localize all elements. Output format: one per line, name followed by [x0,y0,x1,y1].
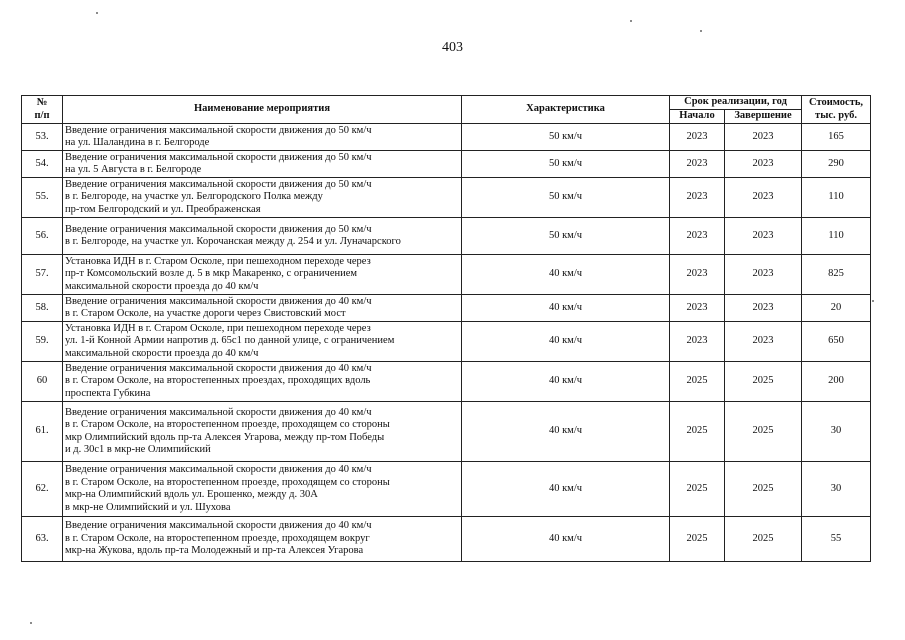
end-year-cell: 2023 [725,255,802,295]
scan-speck [630,20,632,22]
row-number: 62. [22,462,63,517]
row-number: 59. [22,322,63,362]
start-year-cell: 2023 [670,322,725,362]
characteristic-cell: 40 км/ч [462,462,670,517]
scan-speck [30,622,32,624]
characteristic-cell: 50 км/ч [462,124,670,151]
table-row [22,255,871,295]
table-row [22,218,871,255]
table-body [22,124,871,562]
measure-name-line: Введение ограничения максимальной скорости движения до 50 км/ч [65,151,372,163]
table-row [22,124,871,151]
measure-name-line: Введение ограничения максимальной скорости движения до 40 км/ч [65,520,372,532]
measure-name-line: Установка ИДН в г. Старом Осколе, при пешеходном переходе через [65,255,371,267]
end-year-cell: 2025 [725,462,802,517]
characteristic-cell: 40 км/ч [462,402,670,462]
measure-name [63,255,462,295]
header-name: Наименование мероприятия [63,96,462,124]
measure-name-line: пр-т Комсомольский возле д. 5 в мкр Макаренко, с ограничением [65,268,358,280]
measure-name [63,218,462,255]
measure-name-line: максимальной скорости проезда до 40 км/ч [65,347,259,359]
header-characteristic: Характеристика [462,96,670,124]
end-year-cell: 2023 [725,218,802,255]
start-year-cell: 2025 [670,402,725,462]
row-number: 55. [22,178,63,218]
measure-name [63,362,462,402]
cost-cell: 110 [802,218,871,255]
start-year-cell: 2023 [670,218,725,255]
row-number: 63. [22,517,63,562]
measure-name-line: мкр-на Олимпийский вдоль ул. Ерошенко, между д. 30А [65,489,318,500]
start-year-cell: 2025 [670,517,725,562]
row-number: 60 [22,362,63,402]
row-number: 58. [22,295,63,322]
measure-name-line: Установка ИДН в г. Старом Осколе, при пешеходном переходе через [65,322,371,334]
start-year-cell: 2023 [670,178,725,218]
measure-name-line: Введение ограничения максимальной скорости движения до 40 км/ч [65,362,372,374]
measure-name-line: в мкр-не Олимпийский и ул. Шухова [65,501,231,513]
characteristic-cell: 40 км/ч [462,295,670,322]
end-year-cell: 2023 [725,178,802,218]
table-row [22,517,871,562]
header-end: Завершение [725,110,802,124]
measure-name-line: и д. 30с1 в мкр-не Олимпийский [65,444,211,455]
measure-name-line: в г. Старом Осколе, на второстепенном проезде, проходящем со стороны [65,419,390,430]
start-year-cell: 2023 [670,295,725,322]
cost-cell: 290 [802,151,871,178]
measure-name [63,151,462,178]
measure-name-line: ул. 1-й Конной Армии напротив д. 65с1 по данной улице, с ограничением [65,335,395,347]
measure-name [63,322,462,362]
characteristic-cell: 40 км/ч [462,517,670,562]
table-row [22,295,871,322]
measure-name [63,517,462,562]
measure-name [63,462,462,517]
cost-cell: 650 [802,322,871,362]
end-year-cell: 2025 [725,402,802,462]
characteristic-cell: 40 км/ч [462,255,670,295]
header-start: Начало [670,110,725,124]
measure-name-line: в г. Белгороде, на участке ул. Белгородского Полка между [65,191,323,203]
table-header [22,96,871,124]
measure-name-line: в г. Старом Осколе, на второстепенных проездах, проходящих вдоль [65,375,371,387]
characteristic-cell: 50 км/ч [462,218,670,255]
characteristic-cell: 50 км/ч [462,178,670,218]
cost-cell: 55 [802,517,871,562]
row-number: 53. [22,124,63,151]
cost-cell: 200 [802,362,871,402]
start-year-cell: 2023 [670,255,725,295]
measure-name-line: на ул. Шаландина в г. Белгороде [65,137,210,148]
cost-cell: 30 [802,402,871,462]
end-year-cell: 2025 [725,517,802,562]
measure-name-line: в г. Старом Осколе, на второстепенном проезде, проходящем со стороны [65,476,390,488]
measure-name-line: в г. Старом Осколе, на участке дороги через Свистовский мост [65,308,346,319]
cost-cell: 20 [802,295,871,322]
header-num-line1: № [36,97,48,108]
characteristic-cell: 40 км/ч [462,322,670,362]
header-num-line2: п/п [34,109,50,121]
measure-name-line: Введение ограничения максимальной скорости движения до 40 км/ч [65,295,372,307]
row-number: 54. [22,151,63,178]
measure-name-line: Введение ограничения максимальной скорости движения до 50 км/ч [65,178,372,190]
cost-cell: 30 [802,462,871,517]
header-num [22,96,63,124]
start-year-cell: 2025 [670,362,725,402]
measure-name-line: мкр-на Жукова, вдоль пр-та Молодежный и пр-та Алексея Угарова [65,545,364,557]
table-row [22,178,871,218]
characteristic-cell: 40 км/ч [462,362,670,402]
cost-cell: 110 [802,178,871,218]
characteristic-cell: 50 км/ч [462,151,670,178]
measure-name-line: максимальной скорости проезда до 40 км/ч [65,280,259,292]
measure-name-line: Введение ограничения максимальной скорости движения до 40 км/ч [65,406,372,418]
scan-speck [96,12,98,14]
measure-name-line: в г. Белгороде, на участке ул. Корочанская между д. 254 и ул. Луначарского [65,236,401,247]
table-row [22,402,871,462]
end-year-cell: 2025 [725,362,802,402]
end-year-cell: 2023 [725,295,802,322]
measure-name [63,178,462,218]
measure-name-line: на ул. 5 Августа в г. Белгороде [65,164,202,175]
measure-name [63,402,462,462]
measures-table [21,95,871,562]
scan-speck [872,300,874,302]
measure-name-line: в г. Старом Осколе, на второстепенном проезде, проходящем вокруг [65,532,370,544]
end-year-cell: 2023 [725,151,802,178]
start-year-cell: 2025 [670,462,725,517]
measure-name-line: Введение ограничения максимальной скорости движения до 50 км/ч [65,223,372,235]
measure-name-line: проспекта Губкина [65,387,151,399]
end-year-cell: 2023 [725,322,802,362]
table-row [22,151,871,178]
header-period: Срок реализации, год [670,96,802,110]
row-number: 61. [22,402,63,462]
start-year-cell: 2023 [670,124,725,151]
measure-name-line: мкр Олимпийский вдоль пр-та Алексея Угарова, между пр-том Победы [65,431,385,443]
header-cost-line1: Стоимость, [809,97,864,108]
measure-name [63,295,462,322]
row-number: 56. [22,218,63,255]
table-row [22,322,871,362]
table-row [22,462,871,517]
header-cost-line2: тыс. руб. [815,109,857,121]
end-year-cell: 2023 [725,124,802,151]
cost-cell: 825 [802,255,871,295]
table-row [22,362,871,402]
measure-name-line: Введение ограничения максимальной скорости движения до 50 км/ч [65,124,372,136]
start-year-cell: 2023 [670,151,725,178]
page-number: 403 [442,40,463,55]
header-cost [802,96,871,124]
measure-name-line: пр-том Белгородский и ул. Преображенская [65,203,261,215]
scan-speck [700,30,702,32]
measure-name [63,124,462,151]
row-number: 57. [22,255,63,295]
measure-name-line: Введение ограничения максимальной скорости движения до 40 км/ч [65,464,372,475]
cost-cell: 165 [802,124,871,151]
